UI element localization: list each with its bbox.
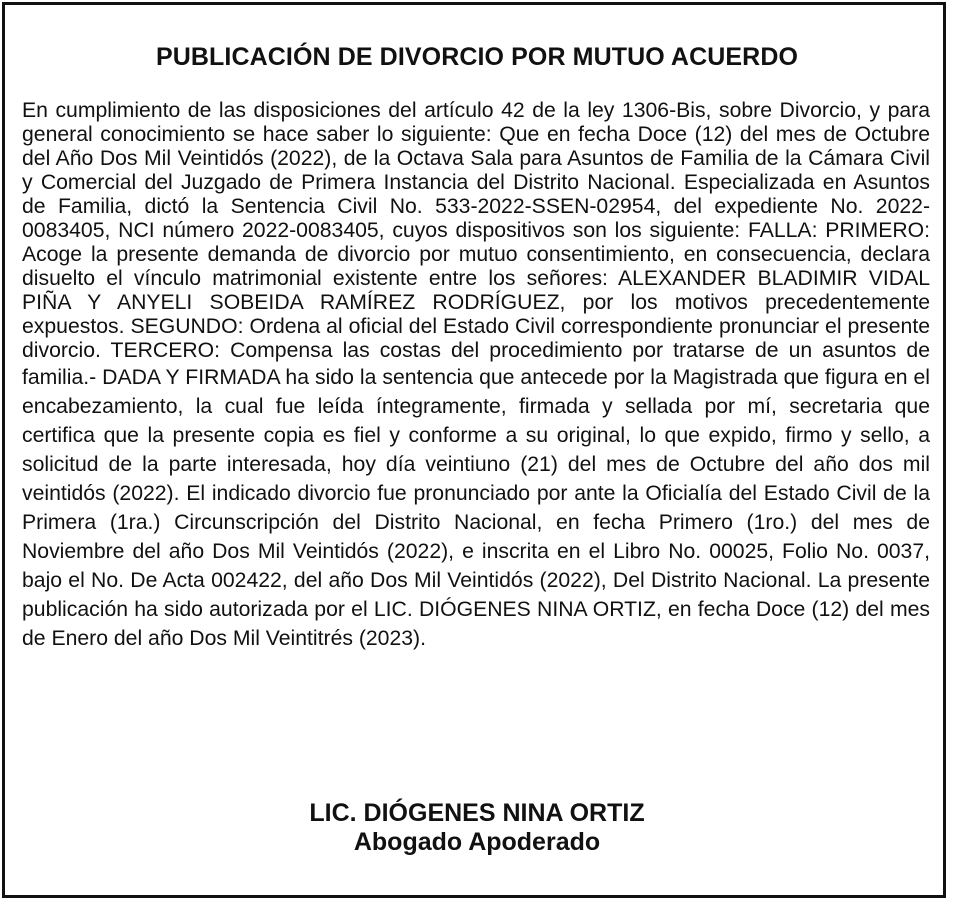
signature-name: LIC. DIÓGENES NINA ORTIZ bbox=[309, 799, 645, 827]
notice-frame bbox=[2, 2, 946, 898]
notice-title: PUBLICACIÓN DE DIVORCIO POR MUTUO ACUERDO bbox=[155, 43, 799, 71]
signature-block bbox=[5, 799, 949, 857]
signature-role: Abogado Apoderado bbox=[353, 828, 601, 856]
notice-body-part2: que figura en el encabezamiento, la cual fue leída íntegramente, firmada y sellada por mí, secretaria que certifica que la presente copia es fiel y conforme a su original, lo que expido, firmo y sello, a solicitud de la parte interesada, hoy día veintiuno (21) del mes de Octubre del año dos mil veintidós (2022). El indicado divorcio fue pronunciado por ante la Oficialía del Estado Civil de la Primera (1ra.) Circunscripción del Distrito Nacional, en fecha Primero (1ro.) del mes de Noviembre del año Dos Mil Veintidós (2022), e inscrita en el Libro No. 00025, Folio No. 0037, bajo el No. De Acta 002422, del año Dos Mil Veintidós (2022), Del Distrito Nacional. La presente publicación ha sido autorizada por el LIC. DIÓGENES NINA ORTIZ, en fecha Doce (12) del mes de Enero del año Dos Mil Veintitrés (2023). bbox=[22, 366, 931, 650]
notice-body bbox=[22, 99, 930, 653]
notice-body-part1: En cumplimiento de las disposiciones del artículo 42 de la ley 1306-Bis, sobre Divorcio, y para general conocimiento se hace saber lo siguiente: Que en fecha Doce (12) del mes de Octubre del Año Dos Mil Veintidós (2022), de la Octava Sala para Asuntos de Familia de la Cámara Civil y Comercial del Juzgado de Primera Instancia del Distrito Nacional. Especializada en Asuntos de Familia, dictó la Sentencia Civil No. 533-2022-SSEN-02954, del expediente No. 2022-0083405, NCI número 2022-0083405, cuyos dispositivos son los siguiente: FALLA: PRIMERO: Acoge la presente demanda de divorcio por mutuo consentimiento, en consecuencia, declara disuelto el vínculo matrimonial existente entre los señores: ALEXANDER BLADIMIR VIDAL PIÑA Y ANYELI SOBEIDA RAMÍREZ RODRÍGUEZ, por los motivos precedentemente expuestos. SEGUNDO: Ordena al oficial del Estado Civil correspondiente pronunciar el presente divorcio. TERCERO: Compensa las costas del procedimiento por tratarse de un asuntos de familia.- DADA Y FIRMADA ha sido la sentencia que antecede por la Magistrada bbox=[22, 99, 930, 389]
